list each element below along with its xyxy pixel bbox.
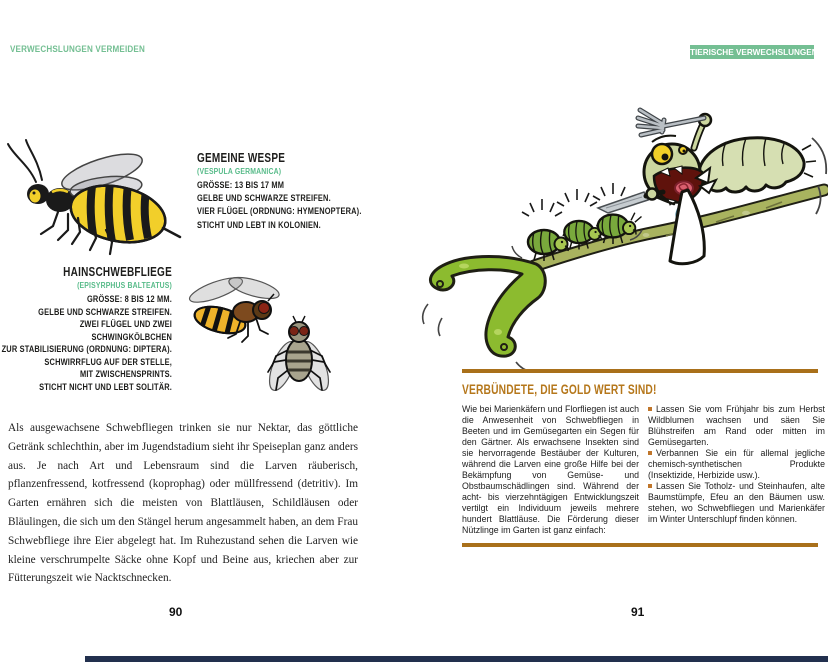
bullet-marker — [648, 451, 652, 455]
spec-line: ZWEI FLÜGEL UND ZWEI SCHWINGKÖLBCHEN — [79, 319, 172, 342]
larva-motion-lines — [812, 138, 826, 214]
hoverfly-spec-block — [0, 265, 172, 393]
body-paragraph: Als ausgewachsene Schwebfliegen trinken sie nur Nektar, das göttliche Getränk schlechthin, aber im Jugendstadium sieht ihr Speiseplan ganz anders aus. Je nach Art und Lebensraum sind die Larven räuberisch, pflanzenfressend, kotfressend (koprophag) oder müllfressend (detritiv). Im Garten ernähren sich die meisten von Blattläusen, Schildläusen oder Bläulingen, die sich um den Stängel herum angesammelt haben, an dem Frau Schwebfliege ihre Eier abgelegt hat. Im Ruhezustand sehen die Larven wie kleine verschrumpelte Säcke ohne Kopf und Beine aus, kriechen aber zur Fütterungszeit wie Nacktschnecken. — [8, 422, 358, 585]
housefly-eye-right — [300, 327, 309, 336]
bullet-marker — [648, 407, 652, 411]
larva-cartoon-illustration — [416, 80, 828, 382]
text-column-left — [462, 404, 639, 536]
section-rule-bottom — [462, 543, 818, 547]
spec-line: GRÖSSE: 8 BIS 12 MM. — [86, 294, 172, 304]
housefly-illustration — [262, 314, 336, 404]
section-rule-top — [462, 369, 818, 373]
bullet-marker — [648, 484, 652, 488]
book-cover-edge — [85, 656, 828, 662]
wasp-spec-block — [197, 151, 373, 232]
page-number-left: 90 — [169, 605, 183, 619]
spec-line: MIT ZWISCHENSPRINTS. — [79, 369, 172, 379]
spec-line: GRÖSSE: 13 BIS 17 MM — [197, 180, 285, 190]
species-latin-wasp: (VESPULA GERMANICA) — [197, 166, 282, 176]
spec-line: GELBE UND SCHWARZE STREIFEN. — [197, 193, 331, 204]
spec-line: STICHT UND LEBT IN KOLONIEN. — [197, 219, 321, 230]
species-title-hoverfly: HAINSCHWEBFLIEGE — [63, 265, 172, 279]
spec-line: ZUR STABILISIERUNG (ORDNUNG: DIPTERA). — [1, 344, 172, 354]
spec-line: GELBE UND SCHWARZE STREIFEN. — [38, 306, 172, 317]
housefly-eye-left — [290, 327, 299, 336]
bullet-text: Verbannen Sie ein für allemal jegliche chemisch-synthetischen Produkte (Insektizide, Herbizide usw.). — [648, 448, 825, 480]
section-heading: VERBÜNDETE, DIE GOLD WERT SIND! — [462, 382, 657, 397]
wasp-illustration — [2, 136, 194, 264]
wasp-stinger — [163, 228, 180, 237]
larva-eye — [652, 144, 672, 164]
intro-paragraph: Wie bei Marienkäfern und Florfliegen ist auch die Anwesenheit von Schwebfliegen in Beeten und im Gemüsegarten ein Segen für den Gärtner. Als erwachsene Insekten sind sie hervorragende Bestäuber der Kulturen, während die Larven eine große Hilfe bei der Bekämpfung von Gemüse- und Obstbaumschädlingen sind. Während der acht- bis vierzehntägigen Entwicklungszeit vertilgt ein Individuum jeweils mehrere hundert Blattläuse. Die Förderung dieser Nützlinge im Garten ist ganz einfach: — [462, 404, 639, 535]
page-number-right: 91 — [631, 605, 645, 619]
bullet-item — [648, 448, 825, 481]
text-column-right — [648, 404, 825, 525]
wasp-antennae — [8, 140, 42, 182]
bullet-item — [648, 481, 825, 525]
leaf — [423, 257, 546, 373]
spec-line: STICHT NICHT UND LEBT SOLITÄR. — [39, 381, 172, 392]
knife — [598, 189, 663, 214]
bullet-text: Lassen Sie vom Frühjahr bis zum Herbst Wildblumen wachsen und säen Sie Blühstreifen am Rand oder mitten im Gemüsegarten. — [648, 404, 825, 447]
fork — [638, 110, 704, 135]
spec-line: VIER FLÜGEL (ORDNUNG: HYMENOPTERA). — [197, 206, 362, 217]
bullet-item — [648, 404, 825, 448]
spec-line: SCHWIRRFLUG AUF DER STELLE, — [44, 356, 172, 367]
hoverfly-eye — [259, 303, 270, 314]
running-header-badge: TIERISCHE VERWECHSLUNGEN — [690, 45, 814, 59]
running-header-left: VERWECHSLUNGEN VERMEIDEN — [10, 44, 145, 55]
bullet-text: Lassen Sie Totholz- und Steinhaufen, alte Baumstümpfe, Efeu an den Bäumen usw. stehen, wo Schwebfliegen und Marienkäfer im Winter Unterschlupf finden können. — [648, 481, 825, 524]
species-latin-hoverfly: (EPISYRPHUS BALTEATUS) — [77, 280, 172, 290]
species-title-wasp: GEMEINE WESPE — [197, 151, 286, 165]
